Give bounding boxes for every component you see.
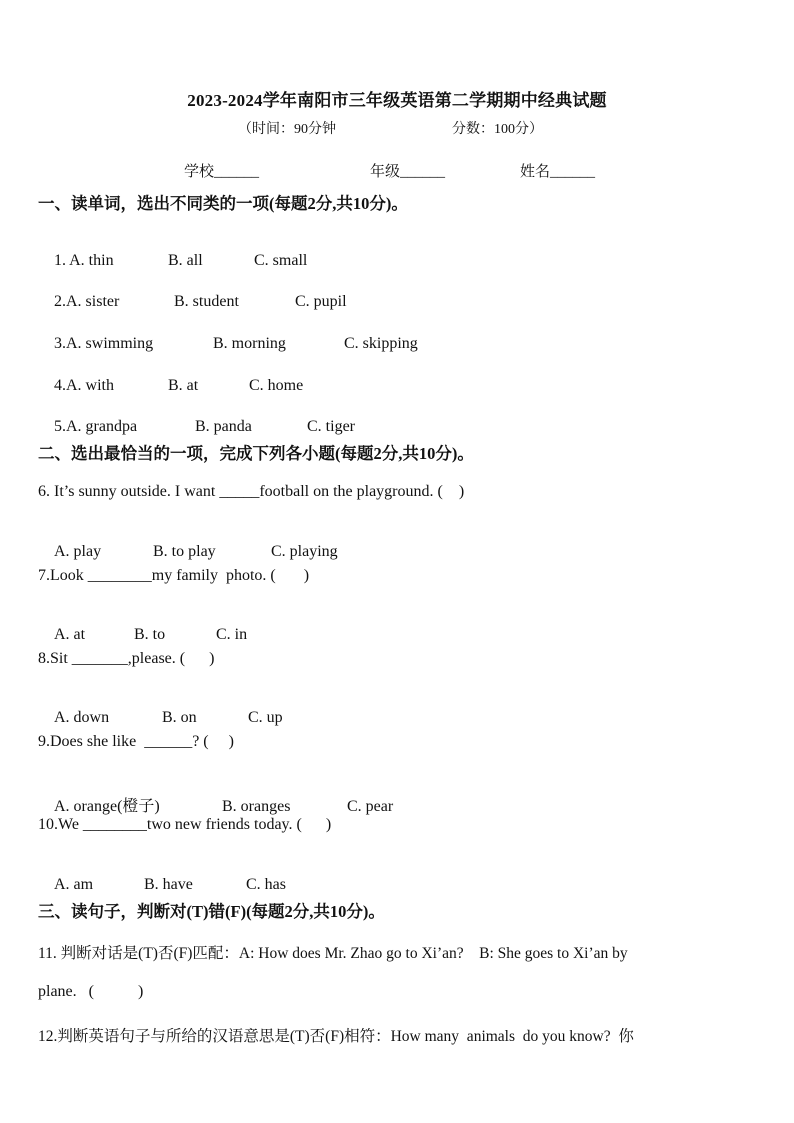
q3-option-c: C. skipping bbox=[344, 335, 418, 352]
grade-field: 年级______ bbox=[370, 164, 446, 180]
section1-heading: 一、读单词，选出不同类的一项(每题2分,共10分)。 bbox=[38, 194, 408, 213]
question-7: 7.Look ________my family photo. ( ) bbox=[38, 567, 310, 584]
q8-option-b: B. on bbox=[162, 709, 197, 726]
question-11-line1: 11. 判断对话是(T)否(F)匹配：A: How does Mr. Zhao go to Xi’an? B: She goes to Xi’an by bbox=[38, 945, 628, 962]
question-12-line1: 12.判断英语句子与所给的汉语意思是(T)否(F)相符：How many animals do you know? 你 bbox=[38, 1028, 634, 1045]
q1-option-c: C. small bbox=[254, 252, 308, 269]
q6-option-c: C. playing bbox=[271, 543, 338, 560]
q4-option-b: B. at bbox=[168, 377, 199, 394]
exam-time: （时间：90分钟 bbox=[238, 122, 336, 137]
q3-option-b: B. morning bbox=[213, 335, 286, 352]
section2-heading: 二、选出最恰当的一项，完成下列各小题(每题2分,共10分)。 bbox=[38, 444, 474, 463]
q4-option-c: C. home bbox=[249, 377, 304, 394]
q9-option-a: A. orange(橙子) bbox=[54, 798, 160, 815]
question-11-line2: plane. ( ) bbox=[38, 983, 144, 1000]
q5-option-c: C. tiger bbox=[307, 418, 355, 435]
q4-option-a: 4.A. with bbox=[54, 377, 114, 394]
q6-option-a: A. play bbox=[54, 543, 102, 560]
name-field: 姓名______ bbox=[520, 164, 596, 180]
q9-option-b: B. oranges bbox=[222, 798, 291, 815]
q3-option-a: 3.A. swimming bbox=[54, 335, 154, 352]
q8-option-c: C. up bbox=[248, 709, 283, 726]
question-8: 8.Sit _______,please. ( ) bbox=[38, 650, 215, 667]
question-10: 10.We ________two new friends today. ( ) bbox=[38, 816, 332, 833]
q1-option-b: B. all bbox=[168, 252, 203, 269]
q2-option-c: C. pupil bbox=[295, 293, 347, 310]
q10-option-a: A. am bbox=[54, 876, 94, 893]
exam-score: 分数：100分） bbox=[452, 122, 543, 137]
q2-option-a: 2.A. sister bbox=[54, 293, 120, 310]
q9-option-c: C. pear bbox=[347, 798, 394, 815]
q8-option-a: A. down bbox=[54, 709, 110, 726]
q2-option-b: B. student bbox=[174, 293, 239, 310]
q7-option-b: B. to bbox=[134, 626, 166, 643]
q7-option-a: A. at bbox=[54, 626, 86, 643]
q5-option-b: B. panda bbox=[195, 418, 252, 435]
question-6: 6. It’s sunny outside. I want _____football on the playground. ( ) bbox=[38, 483, 465, 500]
q1-option-a: 1. A. thin bbox=[54, 252, 114, 269]
school-field: 学校______ bbox=[184, 164, 260, 180]
question-9: 9.Does she like ______? ( ) bbox=[38, 733, 234, 750]
q6-option-b: B. to play bbox=[153, 543, 216, 560]
exam-title: 2023-2024学年南阳市三年级英语第二学期期中经典试题 bbox=[187, 91, 607, 110]
q7-option-c: C. in bbox=[216, 626, 248, 643]
q10-option-b: B. have bbox=[144, 876, 193, 893]
q5-option-a: 5.A. grandpa bbox=[54, 418, 138, 435]
section3-heading: 三、读句子，判断对(T)错(F)(每题2分,共10分)。 bbox=[38, 902, 385, 921]
q10-option-c: C. has bbox=[246, 876, 286, 893]
